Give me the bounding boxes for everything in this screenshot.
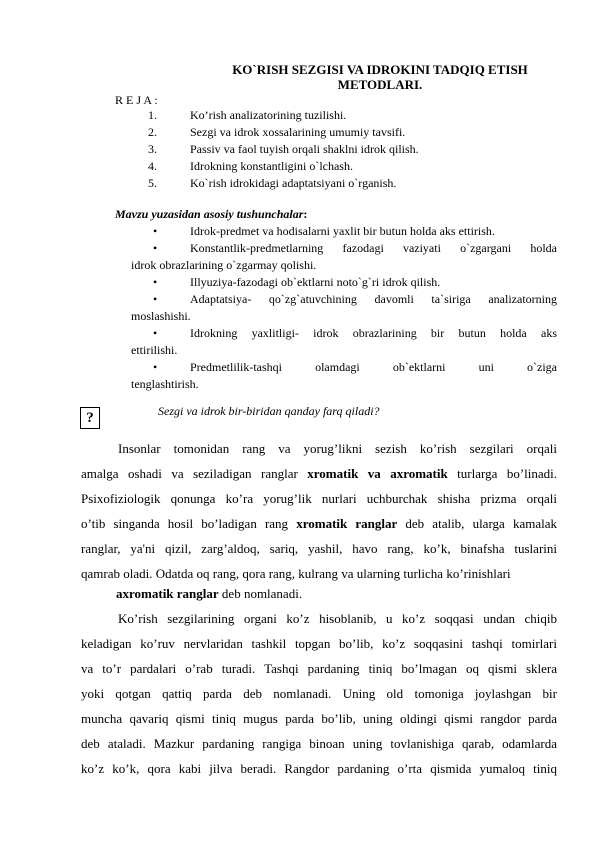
question-text: Sezgi va idrok bir-biridan qanday farq qiladi? [158,404,380,418]
concept-line: ettirilishi. [131,343,178,357]
concept-line: Idrok-predmet va hodisalarni yaxlit bir butun holda aks ettirish. [190,224,495,238]
concept-line: moslashishi. [131,309,191,323]
list-item-text: Idrokning konstantligini o`lchash. [190,159,353,173]
list-item: 2. [148,125,157,139]
text-line: o’tib singanda hosil bo’ladigan rang xromatik ranglar deb atalib, ularga kamalak [81,516,557,531]
list-item: 3. [148,142,157,156]
concept-line: Konstantlik-predmetlarning fazodagi vaziyati o`zgargani holda [190,241,557,255]
text-line: ranglar, ya'ni qizil, zarg’aldoq, sariq, yashil, havo rang, ko’k, binafsha tuslarini [81,541,557,556]
reja-label: R E J A : [115,93,158,107]
text-line: Ko’rish sezgilarining organi ko’z hisoblanib, u ko’z soqqasi undan chiqib [118,611,557,626]
text-line: va to’r pardalari o’rab turadi. Tashqi pardaning tiniq bo’lmagan oq qismi sklera [81,661,557,676]
list-item: 4. [148,159,157,173]
list-item-text: Sezgi va idrok xossalarining umumiy tavsifi. [190,125,406,139]
concepts-heading-text: Mavzu yuzasidan asosiy tushunchalar [115,207,304,221]
text-line: deb ataladi. Mazkur pardaning rangiga binoan uning tovlanishiga qarab, odamlarda [81,736,557,751]
bullet-icon: • [153,275,158,289]
list-item-text: Passiv va faol tuyish orqali shaklni idrok qilish. [190,142,419,156]
page-title-line1: KO`RISH SEZGISI VA IDROKINI TADQIQ ETISH [232,62,528,77]
bullet-icon: • [153,360,158,374]
concepts-heading-colon: : [303,207,308,221]
text-line: yoki qotgan qattiq parda deb nomlanadi. Uning old tomoniga joylashgan bir [81,686,557,701]
concept-line: idrok obrazlarining o`zgarmay qolishi. [131,258,317,272]
concept-line: Idrokning yaxlitligi- idrok obrazlarining bir butun holda aks [190,326,557,340]
text-line: muncha qavariq qismi tiniq mugus parda bo’lib, uning oldingi qismi rangdor parda [81,711,557,726]
text-line: keladigan ko’ruv nervlaridan tashkil topgan bo’lib, ko’z soqqasini tashqi tomirlari [81,636,557,651]
list-item: 5. [148,176,157,190]
list-item-text: Ko`rish idrokidagi adaptatsiyani o`rganish. [190,176,397,190]
bullet-icon: • [153,326,158,340]
text-line: amalga oshadi va seziladigan ranglar xromatik va axromatik turlarga bo’linadi. [81,466,557,481]
bullet-icon: • [153,224,158,238]
question-mark-icon: ? [80,407,100,429]
list-item: 1. [148,108,157,122]
text-line: qamrab oladi. Odatda oq rang, qora rang, kulrang va ularning turlicha ko’rinishlari [81,566,511,581]
page-title-line2: METODLARI. [337,77,423,92]
bullet-icon: • [153,292,158,306]
concept-line: Illyuziya-fazodagi ob`ektlarni noto`g`ri idrok qilish. [190,275,441,289]
text-line: Insonlar tomonidan rang va yorug’likni sezish ko’rish sezgilari orqali [118,441,557,456]
list-item-text: Ko’rish analizatorining tuzilishi. [190,108,347,122]
concept-line: Predmetlilik-tashqi olamdagi ob`ektlarni uni o`ziga [190,360,557,374]
text-line: Psixofiziologik qonunga ko’ra yorug’lik nurlari uchburchak shisha prizma orqali [81,491,557,506]
concept-line: Adaptatsiya- qo`zg`atuvchining davomli ta`siriga analizatorning [190,292,557,306]
bullet-icon: • [153,241,158,255]
text-line: axromatik ranglar deb nomlanadi. [116,586,303,601]
concepts-heading [115,207,307,222]
concept-line: tenglashtirish. [131,377,199,391]
text-line: ko’z ko’k, qora kabi jilva beradi. Rangdor pardaning o’rta qismida yumaloq tiniq [81,761,557,776]
